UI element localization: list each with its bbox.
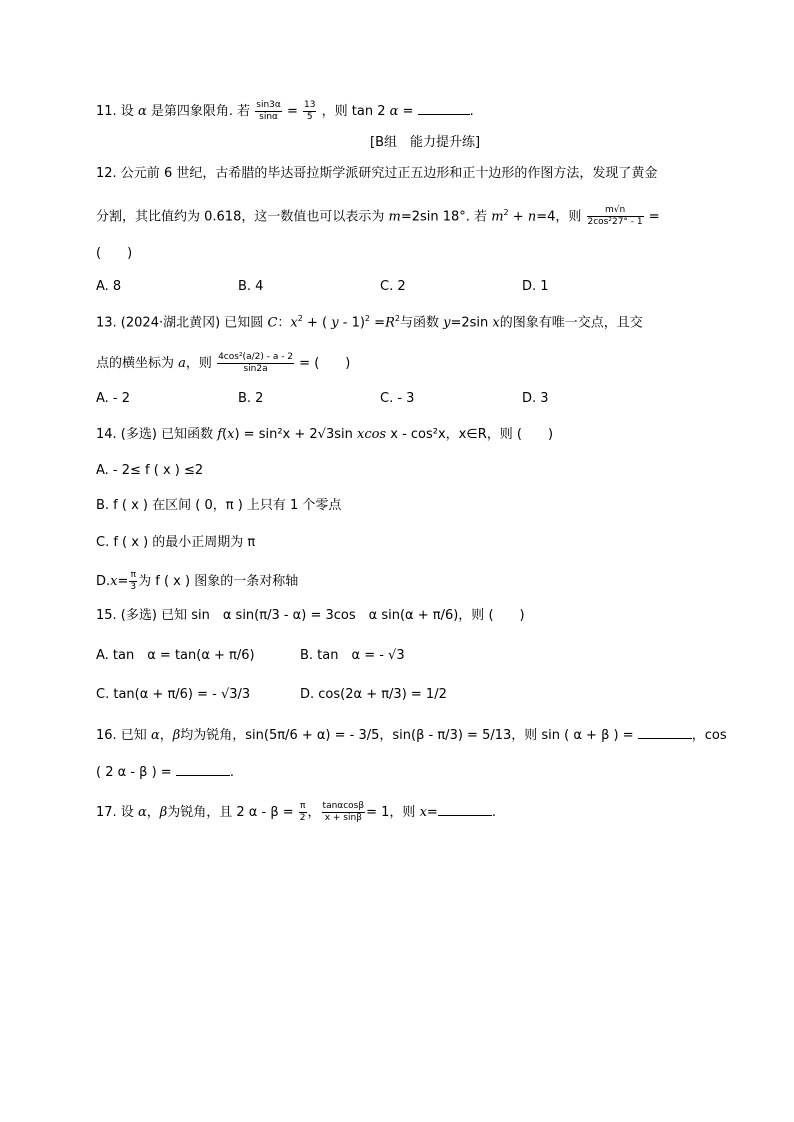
question-17 — [96, 801, 496, 824]
q13-option-d[interactable]: D. 3 — [522, 391, 549, 406]
q17-text-b: ， — [146, 805, 160, 820]
q14-option-b[interactable]: B. f ( x ) 在区间 ( 0，π ) 上只有 1 个零点 — [96, 498, 342, 513]
q11-text: 是第四象限角. 若 — [150, 104, 251, 119]
q14-optd-label: D. — [96, 574, 111, 589]
q13-option-b[interactable]: B. 2 — [238, 391, 264, 406]
q16-beta: β — [172, 728, 181, 743]
q12-answer-paren[interactable]: ( ) — [96, 246, 133, 261]
q17-end: . — [491, 805, 496, 820]
q13-y-2: y — [443, 315, 451, 331]
q15-option-c[interactable]: C. tan(α + π/6) = - √3/3 — [96, 687, 251, 702]
q12-option-c[interactable]: C. 2 — [380, 279, 406, 294]
q13-text-2b: ，则 — [185, 356, 212, 371]
q14-x: x — [227, 427, 235, 442]
q16-text-a: 16. 已知 — [96, 728, 147, 743]
q14-optd-den: 3 — [130, 582, 137, 592]
q11-answer-blank[interactable] — [418, 102, 470, 115]
q11-frac1-den: sinα — [259, 112, 278, 122]
q16-answer-blank-2[interactable] — [176, 763, 230, 776]
question-12-line-1: 12. 公元前 6 世纪，古希腊的毕达哥拉斯学派研究过正五边形和正十边形的作图方法，发现了黄金 — [96, 166, 658, 181]
q17-f2-den: x + sinβ — [324, 813, 362, 823]
q13-frac-num: 4cos²(a/2) - a - 2 — [218, 352, 294, 362]
q11-frac2-num: 13 — [304, 100, 316, 110]
q12-option-a[interactable]: A. 8 — [96, 279, 122, 294]
q14-f: f — [217, 427, 223, 442]
q13-text-a: 13. (2024·湖北黄冈) 已知圆 — [96, 315, 264, 331]
q11-frac1-num: sin3α — [256, 100, 281, 110]
q13-C: C — [267, 315, 278, 331]
q13-text-f: 与函数 — [399, 315, 439, 331]
q14-option-a[interactable]: A. - 2≤ f ( x ) ≤2 — [96, 463, 204, 478]
q12-text-b: =2sin 18°. 若 — [400, 209, 488, 225]
q12-option-b[interactable]: B. 4 — [238, 279, 264, 294]
q11-eq-2: = — [402, 104, 414, 119]
q17-answer-blank[interactable] — [438, 803, 492, 816]
q17-beta: β — [159, 805, 168, 820]
q17-fraction-1 — [299, 801, 307, 824]
q13-text-2a: 点的横坐标为 — [96, 356, 175, 371]
q16-text-b: ， — [159, 728, 173, 743]
q13-x: x — [290, 315, 298, 331]
question-13-line-2 — [96, 352, 350, 375]
question-15-stem — [96, 607, 525, 625]
q13-y: y — [331, 315, 339, 331]
q17-x: x — [419, 805, 427, 820]
q13-option-a[interactable]: A. - 2 — [96, 391, 131, 406]
question-16-line-2 — [96, 763, 234, 782]
q17-f1-den: 2 — [299, 813, 306, 823]
q14-option-d[interactable] — [96, 570, 298, 593]
q15-option-d[interactable]: D. cos(2α + π/3) = 1/2 — [300, 687, 447, 702]
question-16-line-1 — [96, 726, 727, 745]
q13-text-d: - 1) — [342, 315, 365, 331]
q16-text-2b: α - β ) = — [117, 765, 172, 780]
q12-text-c: =4，则 — [536, 209, 582, 225]
q17-text-a: 17. 设 — [96, 805, 134, 820]
q17-text-d: = 1，则 — [366, 805, 416, 820]
q16-alpha: α — [150, 728, 160, 743]
q17-sep: ， — [307, 805, 321, 820]
q13-x-2: x — [492, 315, 500, 331]
q11-end: . — [469, 104, 474, 119]
question-13-line-1 — [96, 310, 643, 332]
q12-fraction — [587, 205, 644, 228]
q13-text-c: + ( — [307, 315, 328, 331]
q14-optd-eq: = — [117, 574, 129, 589]
question-14-stem — [96, 426, 553, 444]
q14-optd-num: π — [130, 570, 136, 580]
q13-text-g: =2sin — [450, 315, 489, 331]
q13-fraction — [217, 352, 294, 375]
q13-text-e: = — [374, 315, 386, 331]
q14-text-c: ) = sin²x + 2√3sin — [234, 427, 353, 442]
q16-text-2a: ( 2 — [96, 765, 114, 780]
question-12-line-2 — [96, 204, 660, 228]
q11-text-2: ，则 tan 2 — [321, 104, 386, 119]
q11-eq: = — [286, 104, 298, 119]
q12-option-d[interactable]: D. 1 — [522, 279, 549, 294]
q15-answer-paren[interactable]: ( ) — [488, 608, 525, 623]
group-header: [B组 能力提升练] — [370, 135, 481, 150]
q11-alpha-2: α — [389, 104, 399, 119]
q16-answer-blank-1[interactable] — [638, 726, 692, 739]
q16-end: . — [229, 765, 234, 780]
q15-option-a[interactable]: A. tan α = tan(α + π/6) — [96, 648, 255, 663]
q17-f2-num: tanαcosβ — [322, 801, 365, 811]
q17-fraction-2 — [322, 801, 366, 824]
q11-fraction-2 — [303, 100, 316, 123]
q14-text-b: ( — [222, 427, 228, 442]
q12-m: m — [388, 209, 401, 225]
q14-text-d: xcos — [356, 427, 387, 442]
q14-text-e: x - cos²x，x∈R，则 — [390, 427, 513, 442]
q15-text: 15. (多选) 已知 sin α sin(π/3 - α) = 3cos α sin(α + π/6)，则 — [96, 608, 485, 623]
q16-text-d: ，cos — [691, 728, 727, 743]
q13-text-h: 的图象有唯一交点，且交 — [499, 315, 643, 331]
q11-alpha: α — [137, 104, 147, 119]
q17-f1-num: π — [299, 801, 306, 811]
q12-square: 2 — [503, 208, 509, 217]
q12-eq: = — [648, 209, 660, 225]
q13-square-1: 2 — [297, 314, 303, 323]
q14-optd-fraction — [129, 570, 137, 593]
q12-plus: + — [512, 209, 524, 225]
q14-answer-paren[interactable]: ( ) — [516, 427, 554, 442]
q12-text-a: 分割，其比值约为 0.618，这一数值也可以表示为 — [96, 209, 385, 225]
q12-n: n — [527, 209, 537, 225]
q13-square-2: 2 — [364, 314, 371, 323]
q17-alpha: α — [137, 805, 147, 820]
q13-R: R — [385, 315, 395, 331]
q15-option-b[interactable]: B. tan α = - √3 — [300, 648, 405, 663]
q13-option-c[interactable]: C. - 3 — [380, 391, 415, 406]
q17-text-e: = — [426, 805, 438, 820]
q17-text-c: 为锐角，且 2 α - β = — [167, 805, 294, 820]
q12-m-2: m — [491, 209, 504, 225]
q14-optd-x: x — [110, 574, 118, 589]
q13-a: a — [178, 356, 186, 371]
q12-frac-num: m√n — [587, 205, 644, 217]
q12-frac-den: 2cos²27° - 1 — [587, 217, 643, 228]
q13-square-3: 2 — [394, 314, 400, 323]
q13-answer-paren[interactable]: ( ) — [314, 356, 351, 371]
q14-option-c[interactable]: C. f ( x ) 的最小正周期为 π — [96, 535, 256, 550]
q13-eq: = — [299, 356, 311, 371]
question-11 — [96, 100, 474, 123]
q11-lead: 11. 设 — [96, 104, 134, 119]
q14-optd-text: 为 f ( x ) 图象的一条对称轴 — [138, 574, 299, 589]
q13-text-b: ： — [277, 315, 291, 331]
q14-text-a: 14. (多选) 已知函数 — [96, 427, 214, 442]
q16-text-c: 均为锐角，sin(5π/6 + α) = - 3/5，sin(β - π/3) = 5/13，则 sin ( α + β ) = — [180, 728, 634, 743]
q11-frac2-den: 5 — [306, 112, 313, 122]
q13-frac-den: sin2a — [243, 364, 268, 374]
q11-fraction-1 — [255, 100, 282, 123]
